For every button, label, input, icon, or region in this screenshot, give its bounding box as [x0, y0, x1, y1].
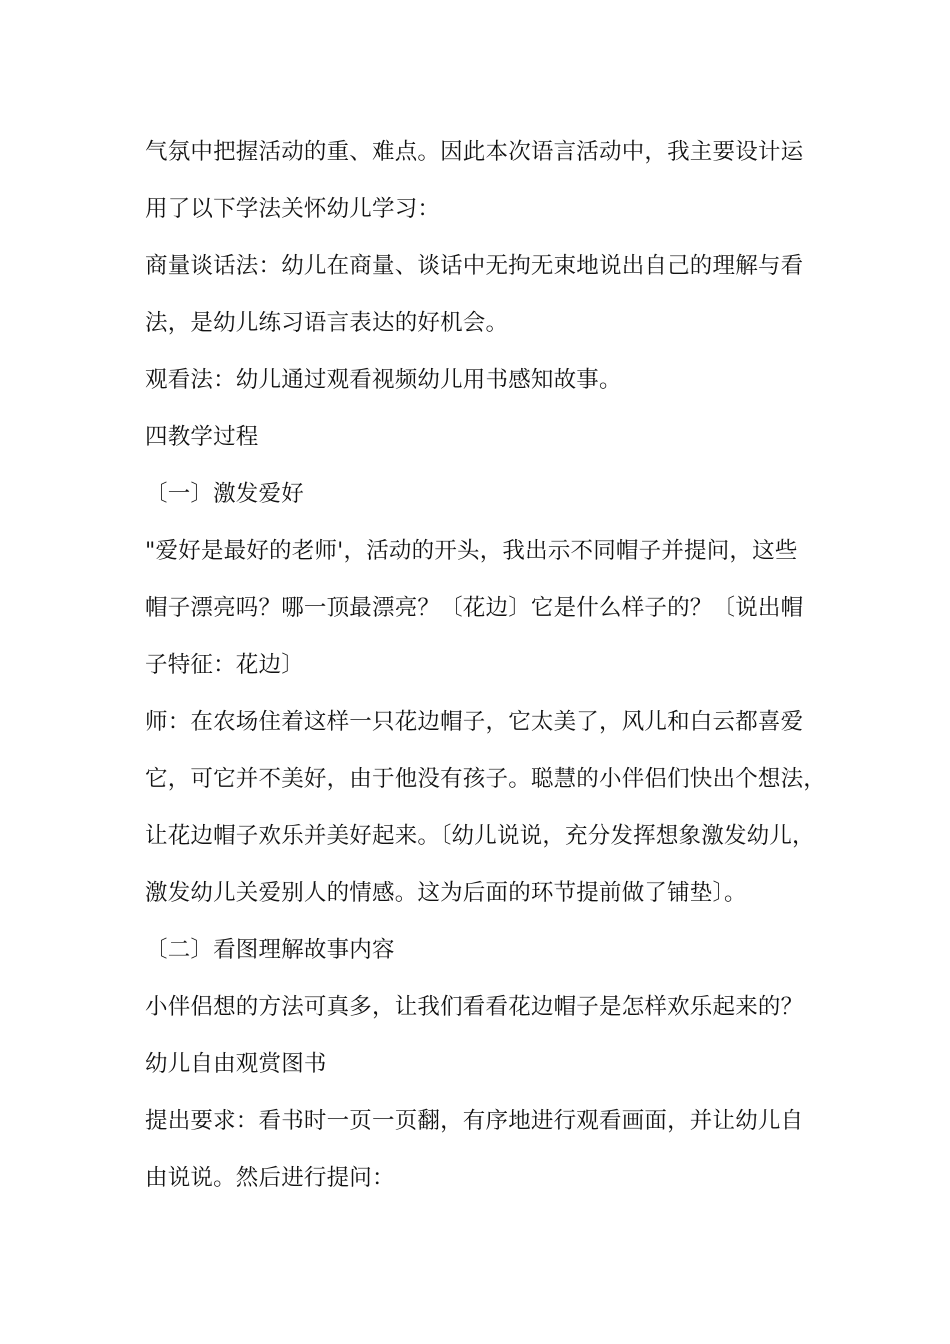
text-line-3: 商量谈话法：幼儿在商量、谈话中无拘无束地说出自己的理解与看	[145, 253, 804, 279]
text-line-12: 它，可它并不美好，由于他没有孩子。聪慧的小伴侣们快出个想法，	[145, 766, 827, 792]
text-line-13: 让花边帽子欢乐并美好起来。〔幼儿说说，充分发挥想象激发幼儿，	[145, 823, 815, 849]
text-line-1: 气氛中把握活动的重、难点。因此本次语言活动中，我主要设计运	[145, 139, 804, 165]
text-line-16: 小伴侣想的方法可真多，让我们看看花边帽子是怎样欢乐起来的？	[145, 994, 804, 1020]
text-line-18: 提出要求：看书时一页一页翻，有序地进行观看画面，并让幼儿自	[145, 1108, 804, 1134]
subheading-stimulate-interest: 〔一〕激发爱好	[145, 481, 304, 507]
text-line-9: 帽子漂亮吗？哪一顶最漂亮？〔花边〕它是什么样子的？〔说出帽	[145, 595, 804, 621]
text-line-17: 幼儿自由观赏图书	[145, 1051, 327, 1077]
text-line-5: 观看法：幼儿通过观看视频幼儿用书感知故事。	[145, 367, 622, 393]
text-line-11: 师：在农场住着这样一只花边帽子，它太美了，风儿和白云都喜爱	[145, 709, 804, 735]
text-line-19: 由说说。然后进行提问：	[145, 1165, 395, 1191]
text-line-2: 用了以下学法关怀幼儿学习：	[145, 196, 441, 222]
text-line-8: "爱好是最好的老师'，活动的开头，我出示不同帽子并提问，这些	[145, 538, 798, 564]
section-heading-teaching-process: 四教学过程	[145, 424, 259, 450]
text-line-4: 法，是幼儿练习语言表达的好机会。	[145, 310, 509, 336]
text-line-10: 子特征：花边〕	[145, 652, 304, 678]
text-line-14: 激发幼儿关爱别人的情感。这为后面的环节提前做了铺垫〕。	[145, 880, 747, 906]
subheading-picture-understanding: 〔二〕看图理解故事内容	[145, 937, 395, 963]
